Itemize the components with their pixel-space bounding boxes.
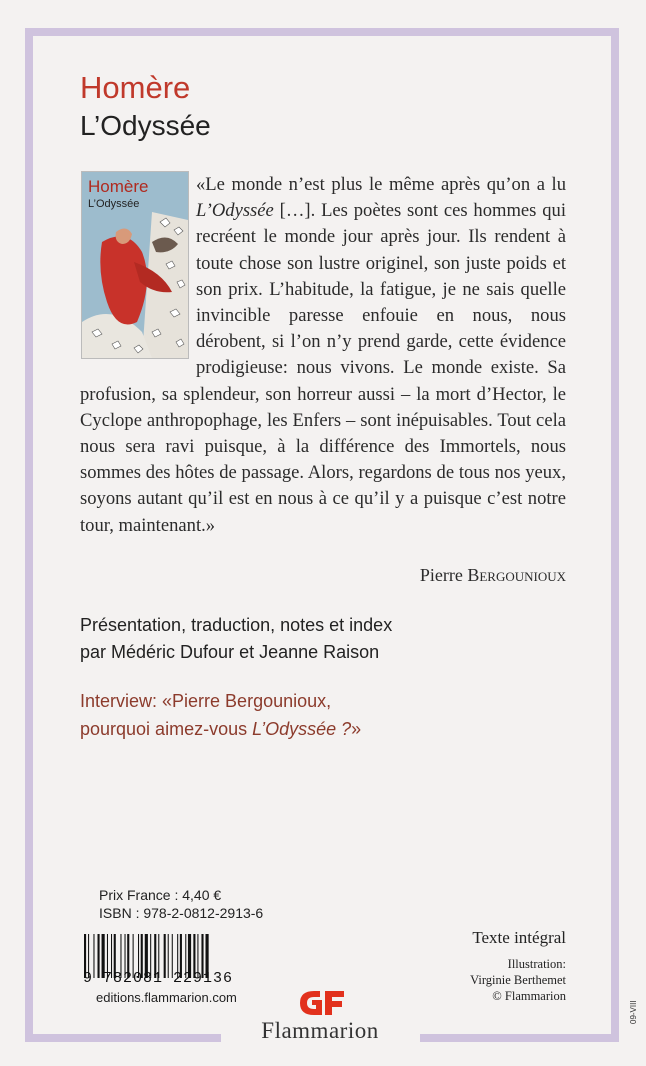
copyright-label: © Flammarion — [492, 989, 566, 1003]
publisher-website: editions.flammarion.com — [96, 990, 237, 1005]
quote-text-part2: […]. Les poètes sont ces hommes qui recréent le monde jour après jour. Ils rendent à toute chose son lustre originel, son juste poids et son prix. L’habitude, la fatigue, je ne sais quelle invincible paresse enfouie en nous, nous dérobent, si l’on n’y prend garde, cette évidence prodigieuse: nous vivons. Le monde existe. Sa profusion, sa splendeur, son horreur aussi – la mort d’Hector, le Cyclope anthropophage, les Enfers – sont inépuisables. Tout cela nous sera ravi puisque, à la différence des Immortels, nous sommes des hôtes de passage. Alors, regardons de tous nos yeux, soyons autant qu’il est en nous à ce qu’il y a puisque c’est notre tour, maintenant.» — [80, 200, 566, 536]
print-code: 09-VIII — [629, 1000, 638, 1024]
frame-bottom-border-right — [420, 1034, 619, 1042]
interview-line-2-suffix: » — [351, 719, 362, 739]
price-block — [99, 886, 263, 922]
frame-left-border — [25, 28, 33, 1042]
frame-bottom-border-left — [25, 1034, 221, 1042]
isbn-label: ISBN : 978-2-0812-2913-6 — [99, 905, 264, 921]
book-title: L’Odyssée — [80, 110, 211, 141]
illustration-credits — [470, 956, 566, 1004]
signature-first-name: Pierre — [419, 565, 468, 585]
interview-mention — [80, 687, 361, 743]
thumbnail-title: L’Odyssée — [88, 198, 140, 210]
interview-line-2-prefix: pourquoi aimez-vous — [80, 719, 253, 739]
gf-logo-icon — [298, 988, 346, 1018]
translation-credits — [80, 612, 392, 666]
interview-line-2-italic: L’Odyssée ? — [252, 719, 352, 739]
barcode-digits: 9 782081 229136 — [83, 970, 234, 987]
signature-last-name: Bergounioux — [467, 565, 566, 585]
illustration-label: Illustration: — [507, 957, 566, 971]
quote-signature — [420, 565, 566, 586]
illustrator-name: Virginie Berthemet — [470, 973, 566, 987]
quote-text-part1: «Le monde n’est plus le même après qu’on a lu — [196, 174, 566, 195]
credits-line-2: par Médéric Dufour et Jeanne Raison — [80, 642, 380, 662]
texte-integral-label: Texte intégral — [472, 928, 566, 947]
frame-top-border — [25, 28, 619, 36]
interview-line-1: Interview: «Pierre Bergounioux, — [80, 691, 332, 711]
publisher-name: Flammarion — [261, 1018, 379, 1043]
author-name: Homère — [80, 70, 191, 105]
frame-right-border — [611, 28, 619, 1042]
credits-line-1: Présentation, traduction, notes et index — [80, 615, 393, 635]
quote-italic-title: L’Odyssée — [196, 200, 274, 222]
interview-line-2 — [80, 715, 361, 743]
price-label: Prix France : 4,40 € — [99, 887, 222, 903]
back-cover-quote — [80, 172, 566, 539]
thumbnail-author: Homère — [88, 177, 149, 196]
